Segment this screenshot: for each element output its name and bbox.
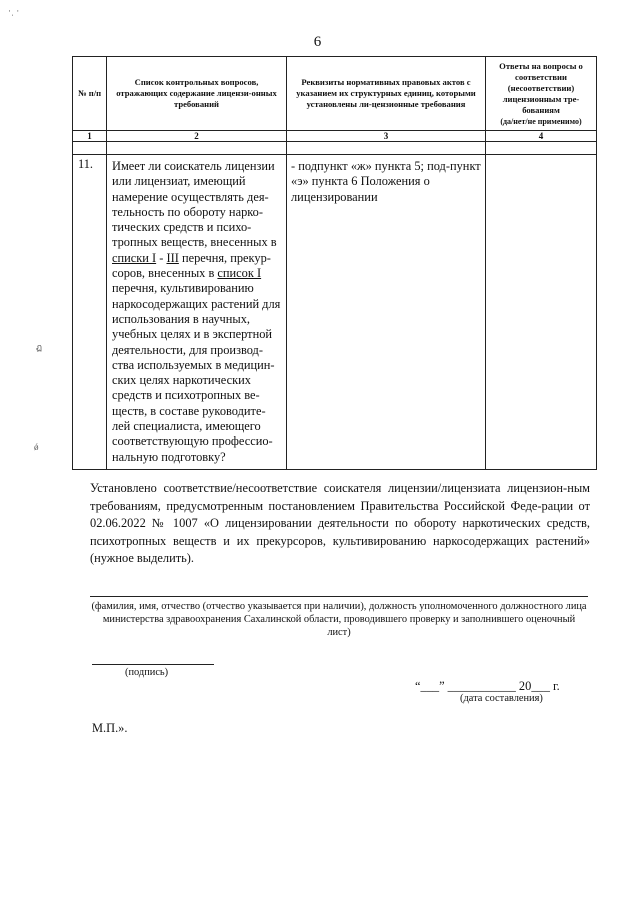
spacer-row [73,142,597,155]
checklist-table [72,56,597,470]
link-list-one: список I [217,266,262,281]
official-caption: (фамилия, имя, отчество (отчество указывается при наличии), должность уполномоченного должностного лица министерства здравоохранения Сахалинской области, проводившего проверку и заполнившего оценочный лист) [91,601,587,638]
signature-caption: (подпись) [125,667,169,678]
date-caption: (дата составления) [460,693,543,704]
stamp-mark: М.П.». [92,721,128,735]
requisites-text: - подпункт «ж» пункта 5; под-пункт «э» пункта 6 Положения о лицензировании [287,155,486,470]
header-requisites: Реквизиты нормативных правовых актов с указанием их структурных единиц, которыми установлены ли-цензионные требования [287,57,486,131]
column-number: 1 [73,131,107,142]
official-name-line [90,596,588,597]
column-number: 3 [287,131,486,142]
signature-line [92,664,214,665]
table-row [73,155,597,470]
question-text: Имеет ли соискатель лицензии или лицензиат, имеющий намерение осуществлять дея-тельность по обороту нарко-тических средств и психо-тропных веществ, внесенных в списки I - III перечня, прекур-соров, внесенных в список I перечня, культивированию наркосодержащих растений для использования в научных, учебных целях и в экспертной деятельности, для производ-ства используемых в медицин-ских целях наркотических средств и психотропных ве-ществ, в составе руководите-лей специалиста, имеющего соответствующую профессио-нальную подготовку? [107,155,287,470]
scan-speck: ฏ [36,342,43,352]
table-header-row [73,57,597,131]
conclusion-paragraph: Установлено соответствие/несоответствие соискателя лицензии/лицензиата лицензион-ным требованиям, предусмотренным постановлением Правительства Российской Феде-рации от 02.06.2022 № 1007 «О лицензировании деятельности по обороту наркотических средств, психотропных веществ и их прекурсоров, культивированию наркосодержащих растений» (нужное выделить). [90,481,590,565]
date-line: “___” ___________ 20___ г. [415,679,560,693]
header-answers-title: Ответы на вопросы о соответствии (несоответствии) лицензионным тре-бованиям [499,60,583,115]
column-number: 2 [107,131,287,142]
row-number: 11. [73,155,107,470]
page-number: 6 [313,34,322,50]
header-answers-options: (да/нет/не применимо) [500,116,582,126]
link-lists: списки I [112,250,157,265]
scan-speck: ·ˌ · [8,6,20,16]
answer-cell [486,155,597,470]
column-number: 4 [486,131,597,142]
header-number: № п/п [73,57,107,131]
scan-speck: ǿ [34,442,39,452]
column-numbering-row [73,131,597,142]
header-answers [486,57,597,131]
link-list-three: III [166,250,179,265]
header-questions: Список контрольных вопросов, отражающих содержание лицензи-онных требований [107,57,287,131]
